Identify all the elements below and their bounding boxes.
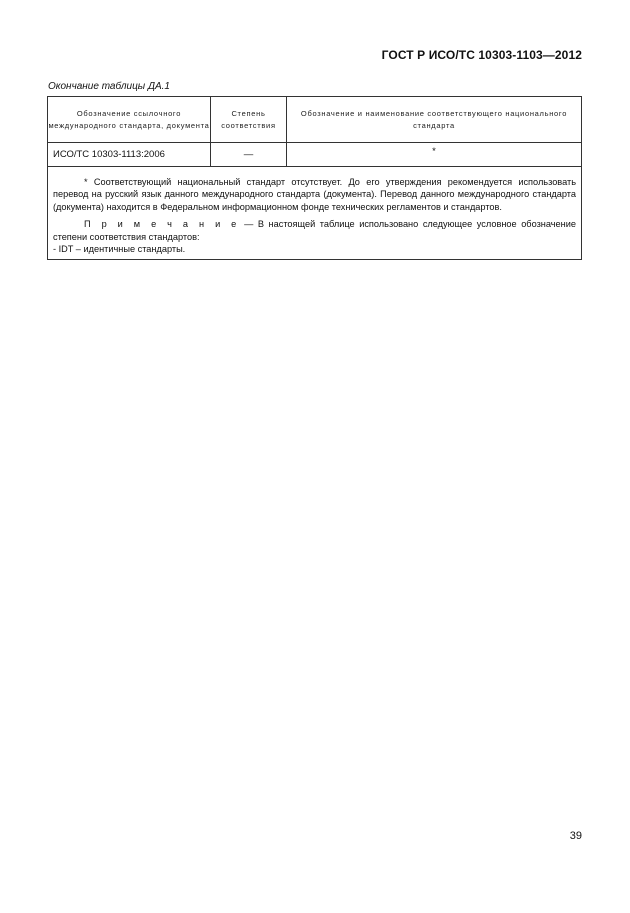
footnote-text: * Соответствующий национальный стандарт отсутствует. До его утверждения рекомендуется использовать перевод на русский язык данного международного стандарта (документа). Перевод данного международного стандарта (документа) находится в Федеральном информационном фонде технических регламентов и стандартов. [53, 177, 576, 212]
cell-reference: ИСО/ТС 10303-1113:2006 [48, 143, 211, 167]
column-header-degree: Степень соответствия [211, 97, 287, 143]
note-label: П р и м е ч а н и е [84, 219, 240, 230]
note-paragraph [53, 218, 576, 243]
table-row [48, 143, 582, 167]
footnote-cell [48, 167, 582, 260]
note-text: — В настоящей таблице использовано следующее условное обозначение степени соответствия стандартов: [53, 219, 576, 242]
document-code: ГОСТ Р ИСО/ТС 10303-1103—2012 [381, 48, 582, 62]
page-number: 39 [569, 830, 582, 842]
cell-national: * [287, 143, 582, 167]
correspondence-table [47, 96, 582, 260]
column-header-national: Обозначение и наименование соответствующего национального стандарта [287, 97, 582, 143]
table-caption: Окончание таблицы ДА.1 [48, 81, 170, 92]
table-footnote-row [48, 167, 582, 260]
cell-degree: — [211, 143, 287, 167]
column-header-reference: Обозначение ссылочного международного стандарта, документа [48, 97, 211, 143]
note-item: - IDT – идентичные стандарты. [53, 244, 186, 255]
table-header-row [48, 97, 582, 143]
